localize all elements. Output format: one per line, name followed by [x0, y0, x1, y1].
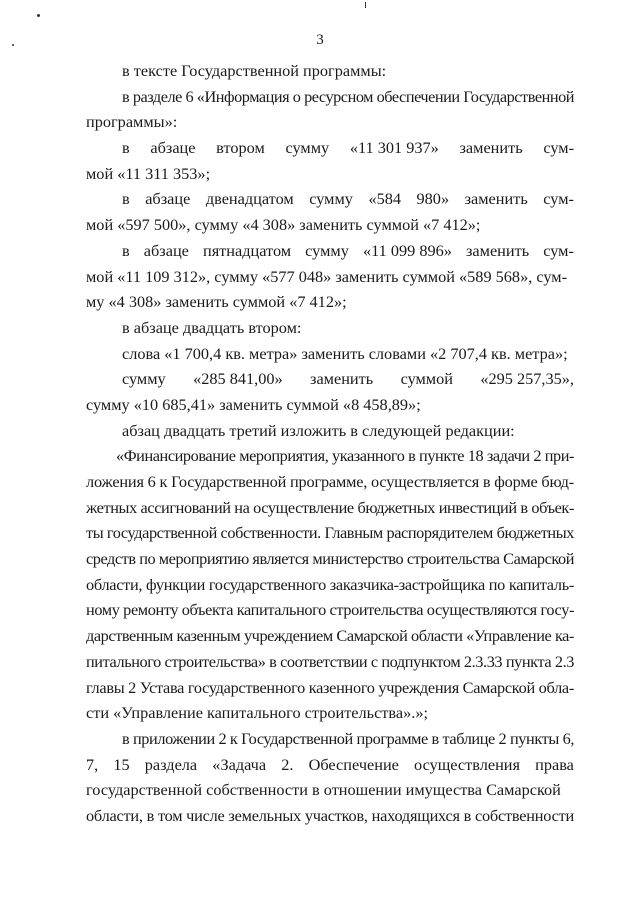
- word: абзаце: [150, 138, 196, 158]
- text-line: сумму «10 685,41» заменить суммой «8 458,89»;: [86, 394, 421, 414]
- quote-line: области, функции государственного заказчика-застройщика по капиталь-: [86, 574, 574, 594]
- word: двенадцатом: [205, 189, 294, 209]
- word: втором: [216, 138, 265, 158]
- quote-line: сти «Управление капитального строительства».»;: [86, 703, 429, 723]
- scan-speck: [37, 14, 40, 17]
- word: заменить: [459, 138, 523, 158]
- word: 15: [113, 754, 130, 774]
- word: в: [122, 240, 130, 260]
- text-line: слова «1 700,4 кв. метра» заменить словами «2 707,4 кв. метра»;: [122, 343, 568, 363]
- text-line: му «4 308» заменить суммой «7 412»;: [86, 292, 347, 312]
- word: заменить: [464, 189, 528, 209]
- justified-line: [86, 238, 574, 264]
- text-line: мой «597 500», сумму «4 308» заменить суммой «7 412»;: [86, 215, 481, 235]
- word: осуществления: [414, 754, 520, 774]
- word: сумму: [285, 138, 330, 158]
- text-line: в разделе 6 «Информация о ресурсном обеспечении Государственной: [122, 86, 574, 106]
- word: 7,: [86, 754, 99, 774]
- word: сум-: [543, 189, 574, 209]
- word: «Задача: [212, 754, 267, 774]
- word: абзаце: [145, 189, 191, 209]
- word: в: [122, 138, 130, 158]
- quote-line: дарственным казенным учреждением Самарской области «Управление ка-: [86, 626, 574, 646]
- text-line: мой «11 109 312», сумму «577 048» заменить суммой «589 568», сум-: [86, 266, 568, 286]
- quote-line: ному ремонту объекта капитального строительства осуществляются госу-: [86, 600, 574, 620]
- word: сумму: [122, 369, 166, 389]
- word: «295 257,35»,: [480, 369, 574, 389]
- quote-line: «Финансирование мероприятия, указанного в пункте 18 задачи 2 при-: [116, 446, 574, 466]
- word: в: [122, 189, 130, 209]
- justified-line: [86, 135, 574, 161]
- word: «11 301 937»: [349, 138, 439, 158]
- text-line: в приложении 2 к Государственной программе в таблице 2 пункты 6,: [122, 728, 574, 748]
- quote-line: средств по мероприятию является министерство строительства Самарской: [86, 549, 574, 569]
- text-line: программы»:: [86, 112, 178, 132]
- page-number: 3: [316, 32, 324, 48]
- word: сумму: [305, 240, 349, 260]
- word: сум-: [543, 240, 574, 260]
- quote-line: питального строительства» в соответствии с подпунктом 2.3.33 пункта 2.3: [86, 651, 574, 671]
- text-line: абзац двадцать третий изложить в следующей редакции:: [122, 420, 515, 440]
- word: заменить: [310, 369, 374, 389]
- quote-line: ты государственной собственности. Главным распорядителем бюджетных: [86, 523, 574, 543]
- quote-line: ложения 6 к Государственной программе, осуществляется в форме бюд-: [86, 472, 574, 491]
- document-body: [86, 58, 574, 829]
- word: абзаце: [143, 240, 189, 260]
- word: права: [535, 754, 574, 774]
- word: раздела: [144, 754, 198, 774]
- word: «584: [368, 189, 401, 209]
- word: заменить: [466, 240, 530, 260]
- word: «11 099 896»: [362, 240, 452, 260]
- text-line: мой «11 311 353»;: [86, 163, 211, 183]
- word: сум-: [543, 138, 574, 158]
- text-line: государственной собственности в отношении имущества Самарской: [86, 780, 561, 800]
- justified-line: [86, 366, 574, 392]
- justified-line: [86, 186, 574, 212]
- word: 980»: [416, 189, 450, 209]
- word: Обеспечение: [308, 754, 399, 774]
- word: пятнадцатом: [202, 240, 292, 260]
- scan-speck: [365, 2, 366, 8]
- word: сумму: [309, 189, 353, 209]
- word: 2.: [281, 754, 294, 774]
- quote-line: жетных ассигнований на осуществление бюджетных инвестиций в объек-: [86, 497, 574, 517]
- text-line: области, в том числе земельных участков, находящихся в собственности: [86, 805, 574, 825]
- quote-line: главы 2 Устава государственного казенного учреждения Самарской обла-: [86, 677, 574, 697]
- justified-line: [86, 752, 574, 778]
- text-line: в тексте Государственной программы:: [122, 61, 387, 80]
- text-line: в абзаце двадцать втором:: [122, 317, 302, 337]
- word: суммой: [400, 369, 453, 389]
- word: «285 841,00»: [193, 369, 283, 389]
